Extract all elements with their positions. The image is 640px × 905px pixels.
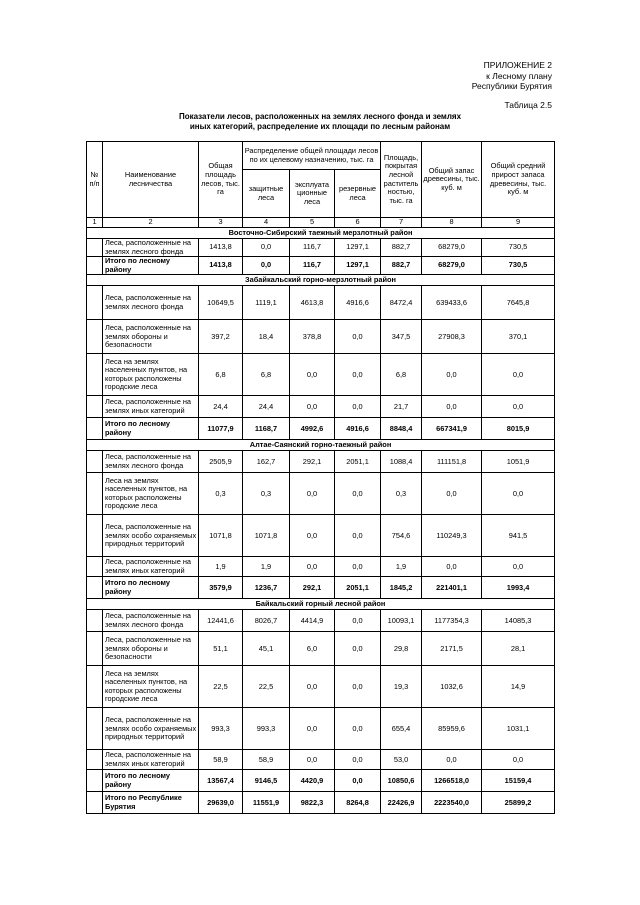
region-name: Алтае-Саянский горно-таежный район: [87, 440, 555, 451]
value-cell: 0,0: [482, 557, 555, 577]
value-cell: 110249,3: [422, 515, 482, 557]
region-name: Байкальский горный лесной район: [87, 599, 555, 610]
value-cell: 2051,1: [335, 451, 381, 473]
row-number-cell: [87, 515, 103, 557]
value-cell: 0,3: [243, 473, 290, 515]
value-cell: 7645,8: [482, 286, 555, 320]
value-cell: 21,7: [381, 396, 422, 418]
value-cell: 1177354,3: [422, 610, 482, 632]
value-cell: 0,3: [381, 473, 422, 515]
col-number: 8: [422, 218, 482, 228]
col-header-distribution: Распределение общей площади лесов по их целевому назначению, тыс. га: [243, 142, 381, 170]
value-cell: 370,1: [482, 320, 555, 354]
value-cell: 1,9: [199, 557, 243, 577]
total-row: [87, 257, 555, 275]
row-name-cell: Леса на землях населенных пунктов, на которых расположены городские леса: [103, 473, 199, 515]
value-cell: 0,0: [335, 473, 381, 515]
value-cell: 10093,1: [381, 610, 422, 632]
value-cell: 941,5: [482, 515, 555, 557]
col-number: 6: [335, 218, 381, 228]
value-cell: 655,4: [381, 708, 422, 750]
value-cell: 993,3: [199, 708, 243, 750]
region-header-row: [87, 440, 555, 451]
appendix-header: [472, 60, 552, 110]
value-cell: 1993,4: [482, 577, 555, 599]
value-cell: 1119,1: [243, 286, 290, 320]
value-cell: 29639,0: [199, 792, 243, 814]
value-cell: 8472,4: [381, 286, 422, 320]
value-cell: 11077,9: [199, 418, 243, 440]
table-row: [87, 750, 555, 770]
value-cell: 0,3: [199, 473, 243, 515]
value-cell: 0,0: [482, 473, 555, 515]
value-cell: 8264,8: [335, 792, 381, 814]
row-name-cell: Леса, расположенные на землях лесного фонда: [103, 286, 199, 320]
value-cell: 730,5: [482, 239, 555, 257]
value-cell: 6,8: [243, 354, 290, 396]
value-cell: 25899,2: [482, 792, 555, 814]
row-number-cell: [87, 577, 103, 599]
value-cell: 2505,9: [199, 451, 243, 473]
value-cell: 28,1: [482, 632, 555, 666]
row-number-cell: [87, 557, 103, 577]
value-cell: 3579,9: [199, 577, 243, 599]
value-cell: 0,0: [482, 396, 555, 418]
value-cell: 0,0: [335, 557, 381, 577]
value-cell: 0,0: [335, 396, 381, 418]
value-cell: 0,0: [422, 354, 482, 396]
row-name-cell: Леса, расположенные на землях иных категорий: [103, 396, 199, 418]
value-cell: 0,0: [335, 354, 381, 396]
col-number: 9: [482, 218, 555, 228]
region-header-row: [87, 599, 555, 610]
row-name-cell: Итого по Республике Бурятия: [103, 792, 199, 814]
value-cell: 882,7: [381, 239, 422, 257]
value-cell: 0,0: [482, 750, 555, 770]
value-cell: 14085,3: [482, 610, 555, 632]
appendix-label: ПРИЛОЖЕНИЕ 2: [483, 60, 552, 70]
value-cell: 0,0: [482, 354, 555, 396]
table-number: Таблица 2.5: [504, 99, 552, 110]
value-cell: 1071,8: [199, 515, 243, 557]
col-header-name: Наименование лесничества: [103, 142, 199, 218]
row-name-cell: Леса на землях населенных пунктов, на которых расположены городские леса: [103, 354, 199, 396]
table-row: [87, 666, 555, 708]
col-header-total-area: Общая площадь лесов, тыс. га: [199, 142, 243, 218]
value-cell: 8026,7: [243, 610, 290, 632]
row-name-cell: Леса, расположенные на землях иных категорий: [103, 750, 199, 770]
value-cell: 639433,6: [422, 286, 482, 320]
row-name-cell: Леса, расположенные на землях лесного фонда: [103, 451, 199, 473]
value-cell: 0,0: [290, 708, 335, 750]
total-row: [87, 418, 555, 440]
table-row: [87, 286, 555, 320]
row-number-cell: [87, 632, 103, 666]
row-name-cell: Леса, расположенные на землях лесного фонда: [103, 610, 199, 632]
value-cell: 53,0: [381, 750, 422, 770]
value-cell: 0,0: [290, 354, 335, 396]
table-row: [87, 610, 555, 632]
value-cell: 58,9: [199, 750, 243, 770]
value-cell: 1845,2: [381, 577, 422, 599]
value-cell: 6,0: [290, 632, 335, 666]
row-number-cell: [87, 666, 103, 708]
value-cell: 0,0: [335, 320, 381, 354]
row-name-cell: Итого по лесному району: [103, 577, 199, 599]
value-cell: 292,1: [290, 451, 335, 473]
value-cell: 13567,4: [199, 770, 243, 792]
col-number: 2: [103, 218, 199, 228]
value-cell: 1,9: [243, 557, 290, 577]
value-cell: 15159,4: [482, 770, 555, 792]
value-cell: 111151,8: [422, 451, 482, 473]
value-cell: 1413,8: [199, 257, 243, 275]
row-number-cell: [87, 792, 103, 814]
row-number-cell: [87, 750, 103, 770]
value-cell: 45,1: [243, 632, 290, 666]
row-name-cell: Леса, расположенные на землях лесного фонда: [103, 239, 199, 257]
table-row: [87, 354, 555, 396]
col-number: 3: [199, 218, 243, 228]
value-cell: 1071,8: [243, 515, 290, 557]
col-number: 1: [87, 218, 103, 228]
value-cell: 0,0: [335, 515, 381, 557]
row-number-cell: [87, 396, 103, 418]
value-cell: 0,0: [290, 515, 335, 557]
table-row: [87, 239, 555, 257]
row-name-cell: Леса, расположенные на землях иных категорий: [103, 557, 199, 577]
row-name-cell: Леса на землях населенных пунктов, на которых расположены городские леса: [103, 666, 199, 708]
table-row: [87, 396, 555, 418]
value-cell: 397,2: [199, 320, 243, 354]
value-cell: 0,0: [243, 239, 290, 257]
col-header-covered-area: Площадь, покрытая лесной раститель ностью, тыс. га: [381, 142, 422, 218]
value-cell: 22,5: [243, 666, 290, 708]
value-cell: 29,8: [381, 632, 422, 666]
value-cell: 9822,3: [290, 792, 335, 814]
value-cell: 6,8: [199, 354, 243, 396]
value-cell: 0,0: [335, 708, 381, 750]
value-cell: 1168,7: [243, 418, 290, 440]
region-header-row: [87, 228, 555, 239]
row-number-cell: [87, 354, 103, 396]
value-cell: 730,5: [482, 257, 555, 275]
value-cell: 1031,1: [482, 708, 555, 750]
value-cell: 1,9: [381, 557, 422, 577]
row-number-cell: [87, 239, 103, 257]
value-cell: 1297,1: [335, 239, 381, 257]
value-cell: 10850,6: [381, 770, 422, 792]
value-cell: 6,8: [381, 354, 422, 396]
col-header-reserve: резервные леса: [335, 170, 381, 218]
appendix-region: Республики Бурятия: [471, 81, 552, 92]
row-number-cell: [87, 418, 103, 440]
value-cell: 58,9: [243, 750, 290, 770]
value-cell: 0,0: [422, 750, 482, 770]
row-number-cell: [87, 257, 103, 275]
table-row: [87, 632, 555, 666]
table-body: [87, 228, 555, 814]
region-name: Восточно-Сибирский таежный мерзлотный район: [87, 228, 555, 239]
value-cell: 0,0: [335, 666, 381, 708]
value-cell: 0,0: [335, 610, 381, 632]
value-cell: 1413,8: [199, 239, 243, 257]
value-cell: 993,3: [243, 708, 290, 750]
row-name-cell: Леса, расположенные на землях особо охраняемых природных территорий: [103, 708, 199, 750]
col-header-number: № п/п: [87, 142, 103, 218]
value-cell: 0,0: [422, 557, 482, 577]
value-cell: 2223540,0: [422, 792, 482, 814]
value-cell: 378,8: [290, 320, 335, 354]
value-cell: 68279,0: [422, 239, 482, 257]
value-cell: 1266518,0: [422, 770, 482, 792]
value-cell: 18,4: [243, 320, 290, 354]
value-cell: 0,0: [335, 750, 381, 770]
value-cell: 0,0: [290, 396, 335, 418]
value-cell: 667341,9: [422, 418, 482, 440]
row-number-cell: [87, 770, 103, 792]
value-cell: 8015,9: [482, 418, 555, 440]
value-cell: 1051,9: [482, 451, 555, 473]
col-number: 4: [243, 218, 290, 228]
value-cell: 10649,5: [199, 286, 243, 320]
value-cell: 51,1: [199, 632, 243, 666]
table-row: [87, 515, 555, 557]
value-cell: 0,0: [290, 750, 335, 770]
value-cell: 116,7: [290, 239, 335, 257]
appendix-subtitle: к Лесному плану: [486, 70, 552, 81]
col-header-growth: Общий средний прирост запаса древесины, тыс. куб. м: [482, 142, 555, 218]
value-cell: 754,6: [381, 515, 422, 557]
value-cell: 1032,6: [422, 666, 482, 708]
total-row: [87, 770, 555, 792]
value-cell: 19,3: [381, 666, 422, 708]
value-cell: 11551,9: [243, 792, 290, 814]
value-cell: 4916,6: [335, 286, 381, 320]
value-cell: 4613,8: [290, 286, 335, 320]
value-cell: 0,0: [290, 557, 335, 577]
value-cell: 1088,4: [381, 451, 422, 473]
value-cell: 0,0: [335, 770, 381, 792]
value-cell: 116,7: [290, 257, 335, 275]
value-cell: 2051,1: [335, 577, 381, 599]
value-cell: 0,0: [243, 257, 290, 275]
value-cell: 4916,6: [335, 418, 381, 440]
value-cell: 85959,6: [422, 708, 482, 750]
value-cell: 221401,1: [422, 577, 482, 599]
value-cell: 0,0: [422, 396, 482, 418]
col-header-stock: Общий запас древесины, тыс. куб. м: [422, 142, 482, 218]
value-cell: 162,7: [243, 451, 290, 473]
row-name-cell: Леса, расположенные на землях обороны и безопасности: [103, 632, 199, 666]
value-cell: 68279,0: [422, 257, 482, 275]
value-cell: 8848,4: [381, 418, 422, 440]
value-cell: 0,0: [290, 666, 335, 708]
value-cell: 4992,6: [290, 418, 335, 440]
table-row: [87, 320, 555, 354]
value-cell: 0,0: [335, 632, 381, 666]
row-number-cell: [87, 320, 103, 354]
row-name-cell: Леса, расположенные на землях обороны и безопасности: [103, 320, 199, 354]
value-cell: 347,5: [381, 320, 422, 354]
total-row: [87, 577, 555, 599]
value-cell: 4420,9: [290, 770, 335, 792]
table-row: [87, 708, 555, 750]
value-cell: 882,7: [381, 257, 422, 275]
value-cell: 14,9: [482, 666, 555, 708]
value-cell: 27908,3: [422, 320, 482, 354]
value-cell: 292,1: [290, 577, 335, 599]
value-cell: 2171,5: [422, 632, 482, 666]
row-number-cell: [87, 610, 103, 632]
table-row: [87, 451, 555, 473]
col-number: 5: [290, 218, 335, 228]
row-name-cell: Итого по лесному району: [103, 770, 199, 792]
row-number-cell: [87, 451, 103, 473]
value-cell: 9146,5: [243, 770, 290, 792]
col-header-exploitation: эксплуата ционные леса: [290, 170, 335, 218]
table-title: [100, 112, 540, 132]
value-cell: 4414,9: [290, 610, 335, 632]
col-number: 7: [381, 218, 422, 228]
total-row: [87, 792, 555, 814]
value-cell: 0,0: [422, 473, 482, 515]
table-title-line-2: иных категорий, распределение их площади по лесным районам: [189, 122, 451, 131]
region-name: Забайкальский горно-мерзлотный район: [87, 275, 555, 286]
region-header-row: [87, 275, 555, 286]
row-number-cell: [87, 708, 103, 750]
table-title-line-1: Показатели лесов, расположенных на землях лесного фонда и землях: [178, 112, 462, 121]
value-cell: 22,5: [199, 666, 243, 708]
table-row: [87, 557, 555, 577]
value-cell: 24,4: [243, 396, 290, 418]
row-name-cell: Леса, расположенные на землях особо охраняемых природных территорий: [103, 515, 199, 557]
col-header-protective: защитные леса: [243, 170, 290, 218]
value-cell: 0,0: [290, 473, 335, 515]
value-cell: 1297,1: [335, 257, 381, 275]
forest-table: [86, 141, 555, 814]
value-cell: 1236,7: [243, 577, 290, 599]
row-name-cell: Итого по лесному району: [103, 257, 199, 275]
row-number-cell: [87, 473, 103, 515]
value-cell: 12441,6: [199, 610, 243, 632]
value-cell: 24,4: [199, 396, 243, 418]
row-name-cell: Итого по лесному району: [103, 418, 199, 440]
table-row: [87, 473, 555, 515]
row-number-cell: [87, 286, 103, 320]
value-cell: 22426,9: [381, 792, 422, 814]
